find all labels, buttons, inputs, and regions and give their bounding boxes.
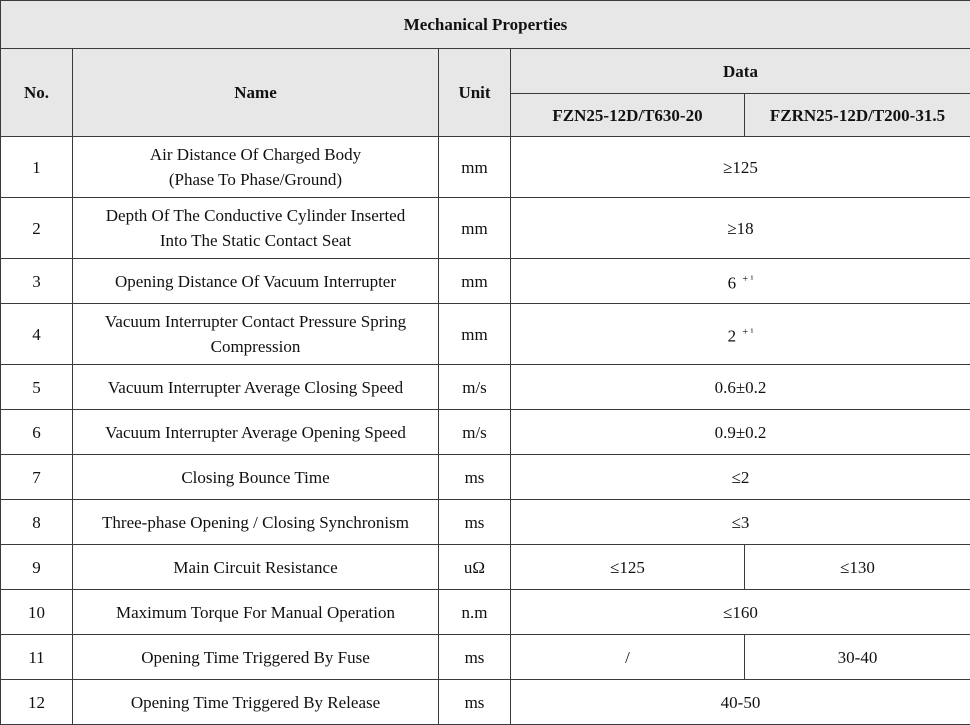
- header-unit: Unit: [439, 49, 511, 137]
- row-no: 7: [1, 455, 73, 500]
- row-unit: mm: [439, 259, 511, 304]
- row-value-main: 6: [728, 273, 737, 292]
- row-name-line1: Vacuum Interrupter Contact Pressure Spring: [77, 309, 434, 334]
- row-value-tolerance: + ¹: [742, 274, 753, 285]
- header-model-b: FZRN25-12D/T200-31.5: [745, 94, 970, 137]
- row-no: 4: [1, 304, 73, 365]
- row-value: ≤2: [511, 455, 970, 500]
- row-name-line1: Depth Of The Conductive Cylinder Inserted: [77, 203, 434, 228]
- table-title: Mechanical Properties: [1, 1, 970, 49]
- row-name: Opening Distance Of Vacuum Interrupter: [73, 259, 439, 304]
- row-no: 9: [1, 545, 73, 590]
- table-row: [1, 259, 970, 304]
- row-value: [511, 304, 970, 365]
- row-name-line1: Air Distance Of Charged Body: [77, 142, 434, 167]
- row-no: 5: [1, 365, 73, 410]
- row-value-model-a: /: [511, 635, 745, 680]
- row-unit: mm: [439, 198, 511, 259]
- row-no: 10: [1, 590, 73, 635]
- row-name: Maximum Torque For Manual Operation: [73, 590, 439, 635]
- row-no: 2: [1, 198, 73, 259]
- header-no: No.: [1, 49, 73, 137]
- row-value: 40-50: [511, 680, 970, 725]
- row-value: ≤3: [511, 500, 970, 545]
- row-name: Vacuum Interrupter Average Closing Speed: [73, 365, 439, 410]
- row-name: Three-phase Opening / Closing Synchronism: [73, 500, 439, 545]
- row-name: [73, 137, 439, 198]
- row-name: Main Circuit Resistance: [73, 545, 439, 590]
- row-unit: m/s: [439, 365, 511, 410]
- table-row: [1, 137, 970, 198]
- row-no: 3: [1, 259, 73, 304]
- row-name: [73, 304, 439, 365]
- row-no: 6: [1, 410, 73, 455]
- row-unit: mm: [439, 304, 511, 365]
- row-unit: ms: [439, 635, 511, 680]
- row-no: 11: [1, 635, 73, 680]
- row-value: ≥18: [511, 198, 970, 259]
- table-row: [1, 455, 970, 500]
- row-name-line2: Compression: [77, 334, 434, 359]
- row-value-model-a: ≤125: [511, 545, 745, 590]
- row-unit: mm: [439, 137, 511, 198]
- row-value: ≤160: [511, 590, 970, 635]
- row-unit: uΩ: [439, 545, 511, 590]
- table-row: [1, 304, 970, 365]
- row-unit: ms: [439, 680, 511, 725]
- table-row: [1, 365, 970, 410]
- row-name-line2: (Phase To Phase/Ground): [77, 167, 434, 192]
- table-row: [1, 198, 970, 259]
- row-name: Opening Time Triggered By Release: [73, 680, 439, 725]
- row-name: Closing Bounce Time: [73, 455, 439, 500]
- row-no: 12: [1, 680, 73, 725]
- row-value: 0.6±0.2: [511, 365, 970, 410]
- row-value-main: 2: [728, 326, 737, 345]
- row-name: Vacuum Interrupter Average Opening Speed: [73, 410, 439, 455]
- row-value-tolerance: + ¹: [742, 327, 753, 338]
- row-name: Opening Time Triggered By Fuse: [73, 635, 439, 680]
- header-model-a: FZN25-12D/T630-20: [511, 94, 745, 137]
- row-value: [511, 259, 970, 304]
- row-value-model-b: ≤130: [745, 545, 970, 590]
- header-name: Name: [73, 49, 439, 137]
- row-unit: n.m: [439, 590, 511, 635]
- table-row: [1, 680, 970, 725]
- row-no: 8: [1, 500, 73, 545]
- table-row: [1, 500, 970, 545]
- row-value: 0.9±0.2: [511, 410, 970, 455]
- row-unit: ms: [439, 455, 511, 500]
- row-value-model-b: 30-40: [745, 635, 970, 680]
- row-name: [73, 198, 439, 259]
- table-row: [1, 635, 970, 680]
- table-row: [1, 545, 970, 590]
- row-value: ≥125: [511, 137, 970, 198]
- row-unit: m/s: [439, 410, 511, 455]
- row-name-line2: Into The Static Contact Seat: [77, 228, 434, 253]
- row-unit: ms: [439, 500, 511, 545]
- header-data: Data: [511, 49, 970, 94]
- row-no: 1: [1, 137, 73, 198]
- table-row: [1, 590, 970, 635]
- table-row: [1, 410, 970, 455]
